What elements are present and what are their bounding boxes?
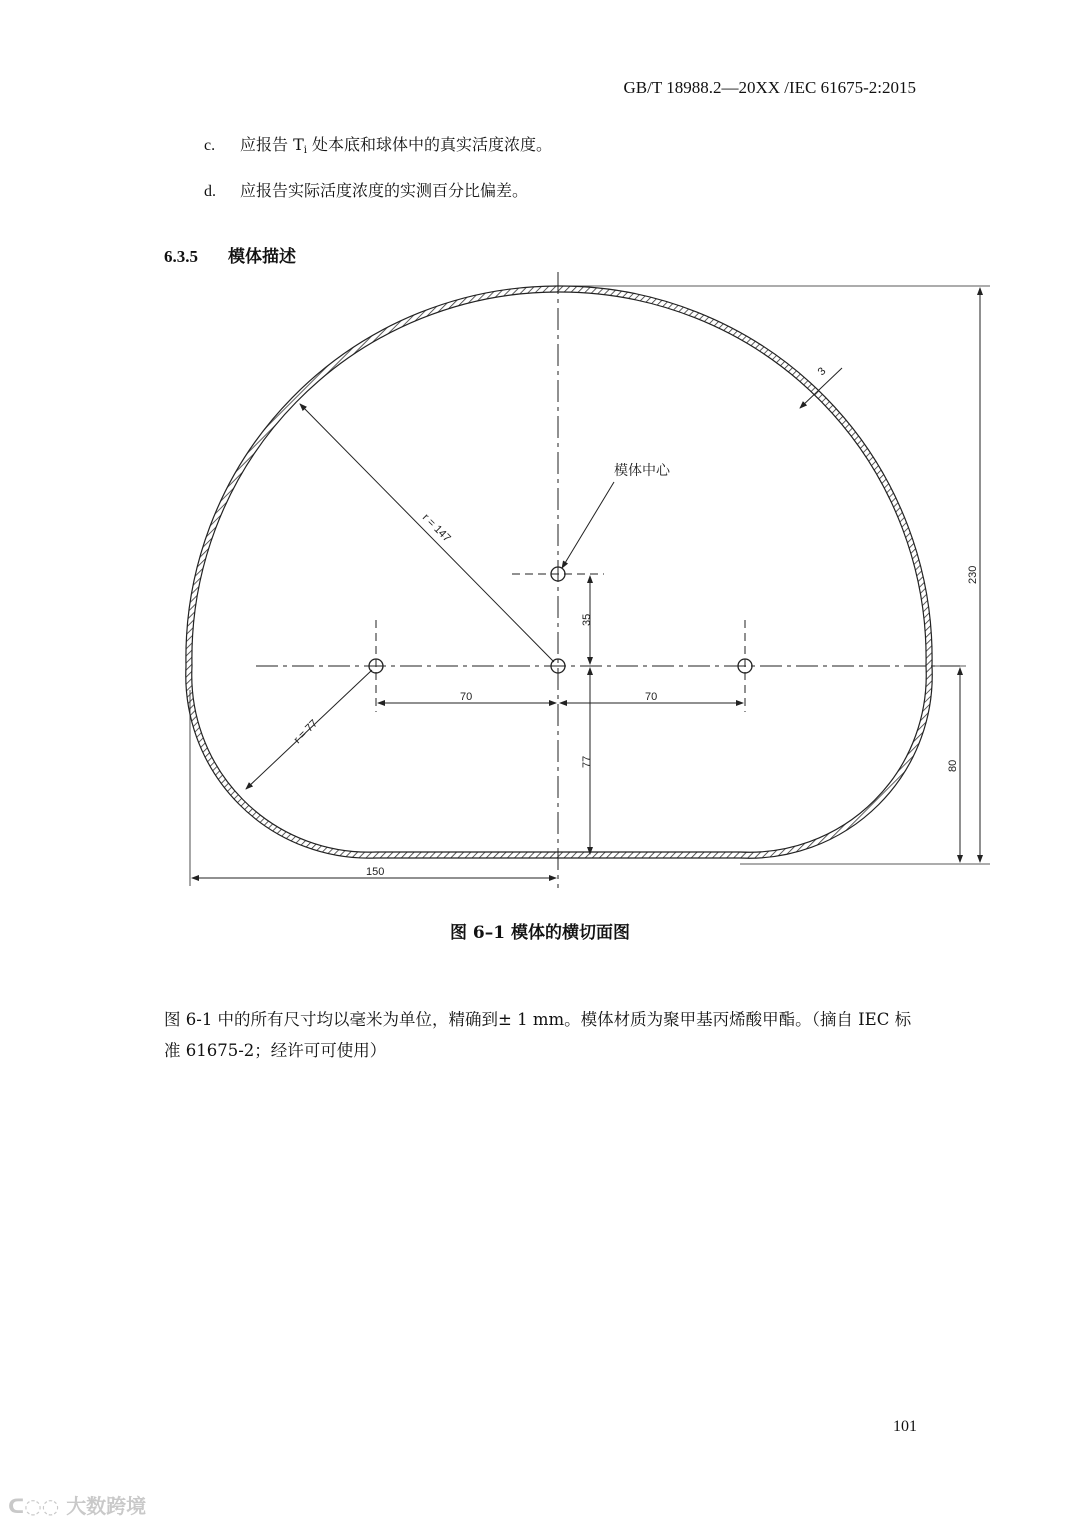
dim-150-label: 150	[366, 866, 385, 878]
section-title: 模体描述	[228, 247, 296, 267]
watermark-text: 大数跨境	[66, 1494, 147, 1518]
watermark-logo-icon: ᑕ◌◌	[8, 1494, 67, 1518]
phantom-center-label: 模体中心	[614, 463, 670, 479]
list-text: 应报告实际活度浓度的实测百分比偏差。	[240, 181, 529, 200]
radius-147-label: r = 147	[419, 511, 453, 545]
dim-77-label: 77	[581, 755, 593, 768]
watermark	[8, 1490, 146, 1519]
dim-right-70-label: 70	[645, 691, 658, 703]
center-leader-line	[562, 482, 614, 568]
list-text-tail: 处本底和球体中的真实活度浓度。	[306, 135, 553, 154]
radius-77-label: r = 77	[291, 717, 321, 747]
list-subscript: i	[303, 145, 307, 156]
section-number: 6.3.5	[164, 247, 198, 266]
figure-caption: 图 6–1 模体的横切面图	[450, 923, 630, 943]
radius-147-line	[300, 404, 554, 662]
body-paragraph: 图 6-1 中的所有尺寸均以毫米为单位，精确到± 1 mm。模体材质为聚甲基丙烯酸甲酯。（摘自 IEC 标准 61675-2；经许可可使用）	[164, 1010, 912, 1060]
page-number: 101	[893, 1418, 917, 1435]
list-marker: d.	[204, 183, 216, 200]
dim-35-label: 35	[581, 613, 593, 626]
dim-left-70-label: 70	[460, 691, 473, 703]
list-text: 应报告 T	[240, 135, 304, 154]
wall-thickness-label: 3	[815, 365, 829, 379]
dim-230-label: 230	[967, 565, 979, 584]
list-marker: c.	[204, 137, 216, 154]
page-header: GB/T 18988.2—20XX /IEC 61675-2:2015	[623, 78, 916, 97]
dim-80-label: 80	[947, 759, 959, 772]
